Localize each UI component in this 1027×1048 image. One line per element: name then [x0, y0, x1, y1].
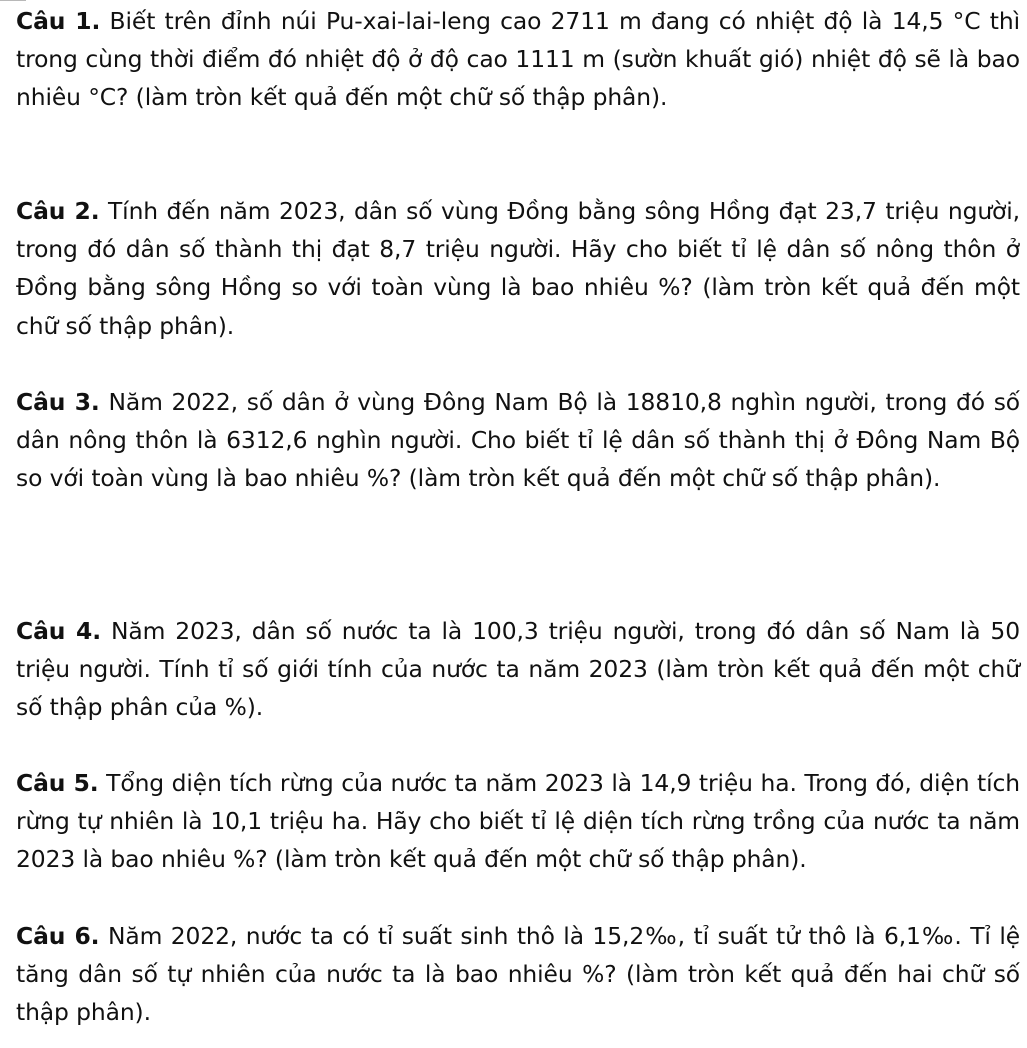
question-4	[16, 612, 1020, 727]
question-1-label: Câu 1.	[16, 7, 101, 35]
question-3	[16, 383, 1020, 498]
question-4-text: Năm 2023, dân số nước ta là 100,3 triệu người, trong đó dân số Nam là 50 triệu người. Tính tỉ số giới tính của nước ta năm 2023 (làm tròn kết quả đến một chữ số thập phân của %).	[16, 617, 1020, 722]
question-3-label: Câu 3.	[16, 388, 100, 416]
question-2-text: Tính đến năm 2023, dân số vùng Đồng bằng sông Hồng đạt 23,7 triệu người, trong đó dân số thành thị đạt 8,7 triệu người. Hãy cho biết tỉ lệ dân số nông thôn ở Đồng bằng sông Hồng so với toàn vùng là bao nhiêu %? (làm tròn kết quả đến một chữ số thập phân).	[16, 197, 1020, 340]
question-6-text: Năm 2022, nước ta có tỉ suất sinh thô là 15,2‰, tỉ suất tử thô là 6,1‰. Tỉ lệ tăng dân số tự nhiên của nước ta là bao nhiêu %? (làm tròn kết quả đến hai chữ số thập phân).	[16, 922, 1021, 1027]
question-6-label: Câu 6.	[16, 922, 100, 950]
question-6	[16, 917, 1020, 1032]
question-5-text: Tổng diện tích rừng của nước ta năm 2023 là 14,9 triệu ha. Trong đó, diện tích rừng tự nhiên là 10,1 triệu ha. Hãy cho biết tỉ lệ diện tích rừng trồng của nước ta năm 2023 là bao nhiêu %? (làm tròn kết quả đến một chữ số thập phân).	[16, 769, 1020, 874]
question-5	[16, 764, 1020, 879]
question-2-label: Câu 2.	[16, 197, 100, 225]
question-4-label: Câu 4.	[16, 617, 101, 645]
question-3-text: Năm 2022, số dân ở vùng Đông Nam Bộ là 18810,8 nghìn người, trong đó số dân nông thôn là 6312,6 nghìn người. Cho biết tỉ lệ dân số thành thị ở Đông Nam Bộ so với toàn vùng là bao nhiêu %? (làm tròn kết quả đến một chữ số thập phân).	[16, 388, 1020, 493]
question-5-label: Câu 5.	[16, 769, 99, 797]
question-1-text: Biết trên đỉnh núi Pu-xai-lai-leng cao 2711 m đang có nhiệt độ là 14,5 °C thì trong cùng thời điểm đó nhiệt độ ở độ cao 1111 m (sườn khuất gió) nhiệt độ sẽ là bao nhiêu °C? (làm tròn kết quả đến một chữ số thập phân).	[16, 7, 1020, 112]
question-2	[16, 192, 1020, 345]
question-1	[16, 2, 1020, 117]
